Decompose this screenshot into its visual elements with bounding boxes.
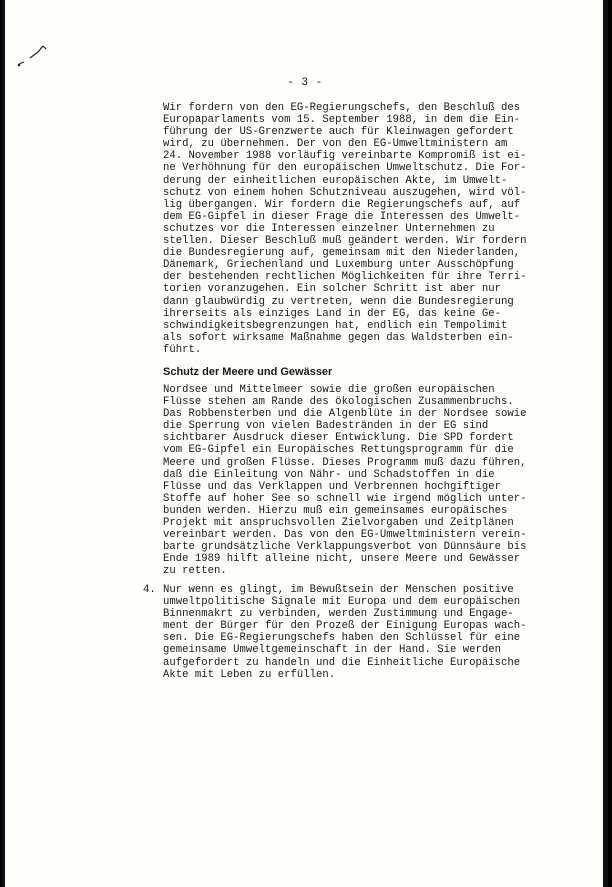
text-line: vom EG-Gipfel ein Europäisches Rettungsprogramm für die — [163, 444, 514, 457]
text-line: daß die Einleitung von Nähr- und Schadstoffen in die — [163, 468, 495, 481]
paragraph-emissions — [163, 102, 563, 356]
text-line: der bestehenden rechtlichen Möglichkeiten für ihre Terri- — [163, 271, 527, 284]
text-line: torien voranzugehen. Ein solcher Schritt ist aber nur — [163, 283, 501, 296]
text-line: Meere und großen Flüsse. Dieses Programm muß dazu führen, — [163, 456, 527, 469]
text-line: umweltpolitische Signale mit Europa und dem europäischen — [163, 596, 521, 609]
handwritten-mark — [16, 40, 56, 68]
text-line: Wir fordern von den EG-Regierungschefs, den Beschluß des — [163, 102, 521, 114]
document-page — [2, 0, 608, 887]
text-line: Akte mit Leben zu erfüllen. — [163, 668, 336, 681]
text-line: vereinbart werden. Das von den EG-Umweltministern verein- — [163, 529, 527, 542]
text-line: Nur wenn es glingt, im Bewußtsein der Menschen positive — [163, 584, 514, 596]
text-line: barte grundsätzliche Verklappungsverbot von Dünnsäure bis — [163, 541, 527, 554]
paragraph-seas — [163, 384, 563, 578]
text-line: schwindigkeitsbegrenzungen hat, endlich ein Tempolimit — [163, 319, 508, 332]
text-line: Flüsse und das Verklappen und Verbrennen hochgiftiger — [163, 480, 501, 493]
text-line: gemeinsame Umweltgemeinschaft in der Hand. Sie werden — [163, 644, 501, 657]
text-line: die Bundesregierung auf, gemeinsam mit den Niederlanden, — [163, 247, 521, 260]
scan-edge-left — [2, 0, 5, 887]
text-line: Europaparlaments vom 15. September 1988, in dem die Ein- — [163, 114, 521, 127]
text-line: wird, zu übernehmen. Der von den EG-Umweltministern am — [163, 138, 508, 151]
text-line: derung der einheitlichen europäischen Akte, im Umwelt- — [163, 174, 508, 187]
text-line: Das Robbensterben und die Algenblüte in der Nordsee sowie — [163, 408, 527, 421]
text-line: schutzes vor die Interessen einzelner Unternehmen zu — [163, 222, 495, 235]
text-line: sen. Die EG-Regierungschefs haben den Schlüssel für eine — [163, 632, 521, 645]
text-line: stellen. Dieser Beschluß muß geändert werden. Wir fordern — [163, 235, 527, 248]
text-line: ne Verhöhnung für den europäischen Umweltschutz. Die For- — [163, 162, 527, 175]
text-line: 24. November 1988 vorläufig vereinbarte Kompromiß ist ei- — [163, 150, 527, 163]
text-line: als sofort wirksame Maßnahme gegen das Waldsterben ein- — [163, 331, 514, 344]
text-line: zu retten. — [163, 565, 227, 578]
text-line: führung der US-Grenzwerte auch für Kleinwagen gefordert — [163, 126, 514, 139]
paragraph-signals — [163, 584, 563, 681]
text-line: führt. — [163, 343, 202, 356]
text-line: schutz von einem hohen Schutzniveau auszugehen, wird völ- — [163, 186, 527, 199]
text-line: Nordsee und Mittelmeer sowie die großen europäischen — [163, 384, 495, 396]
page-number: - 3 - — [287, 77, 323, 89]
list-item-number: 4. — [143, 584, 156, 596]
text-line: lig übergangen. Wir fordern die Regierungschefs auf, auf — [163, 198, 521, 211]
text-line: Flüsse stehen am Rande des ökologischen Zusammenbruchs. — [163, 396, 514, 409]
text-line: dem EG-Gipfel in dieser Frage die Interessen des Umwelt- — [163, 210, 521, 223]
text-line: ihrerseits als einziges Land in der EG, das keine Ge- — [163, 307, 501, 320]
text-line: die Sperrung von vielen Badestränden in der EG sind — [163, 420, 489, 433]
text-line: Dänemark, Griechenland und Luxemburg unter Ausschöpfung — [163, 259, 514, 272]
scan-edge-right — [603, 0, 608, 887]
text-line: Ende 1989 hilft alleine nicht, unsere Meere und Gewässer — [163, 553, 521, 566]
text-line: Projekt mit anspruchsvollen Zielvorgaben und Zeitplänen — [163, 517, 514, 530]
text-line: ment der Bürger für den Prozeß der Einigung Europas wach- — [163, 620, 527, 633]
text-line: Stoffe auf hoher See so schnell wie irgend möglich unter- — [163, 492, 527, 505]
text-line: dann glaubwürdig zu vertreten, wenn die Bundesregierung — [163, 295, 514, 308]
text-line: bunden werden. Hierzu muß ein gemeinsames europäisches — [163, 504, 508, 517]
text-line: Binnenmakrt zu verbinden, werden Zustimmung und Engage- — [163, 608, 514, 621]
text-line: aufgefordert zu handeln und die Einheitliche Europäische — [163, 656, 521, 669]
section-heading: Schutz der Meere und Gewässer — [163, 366, 333, 378]
text-line: sichtbarer Ausdruck dieser Entwicklung. Die SPD fordert — [163, 432, 514, 445]
